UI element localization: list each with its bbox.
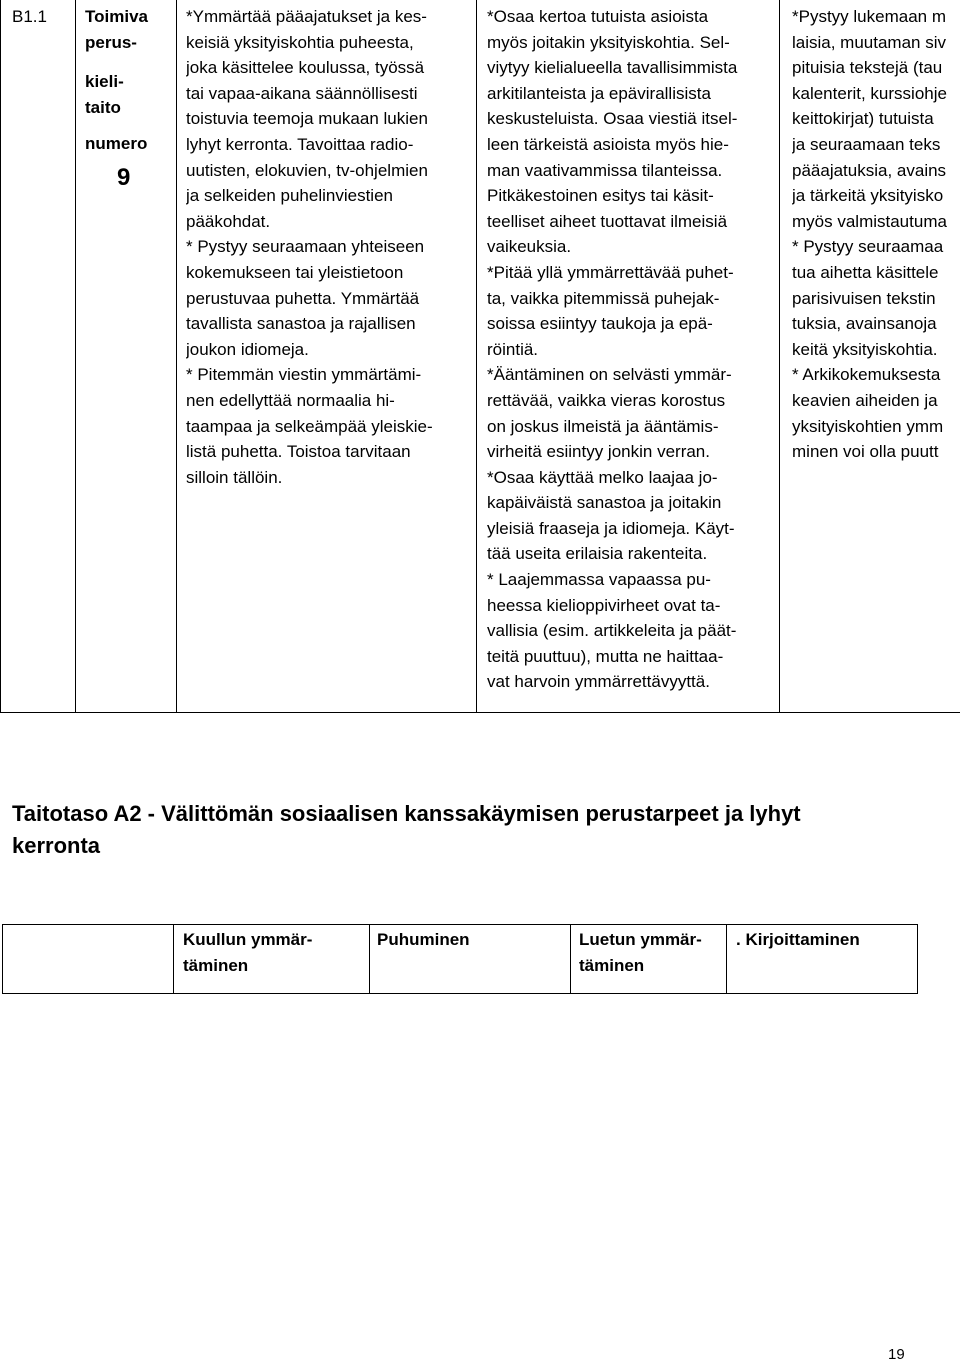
column-divider (726, 925, 727, 993)
listening-header (183, 927, 312, 978)
column-divider (369, 925, 370, 993)
level-label-line: perus- (85, 32, 137, 52)
text-line: pääajatuksia, avains (792, 160, 947, 180)
header-line: Puhuminen (377, 930, 470, 949)
text-line: vallisia (esim. artikkeleita ja päät- (487, 621, 737, 641)
level-label-line: Toimiva (85, 7, 148, 26)
text-line: man vaativammissa tilanteissa. (487, 160, 723, 180)
text-line: tua aihetta käsittele (792, 262, 939, 282)
section-heading (12, 798, 942, 862)
text-line: kapäiväistä sanastoa ja joitakin (487, 493, 722, 513)
header-line: Luetun ymmär- (579, 930, 702, 949)
text-line: *Ymmärtää pääajatukset ja kes- (186, 7, 427, 26)
header-line: täminen (579, 955, 645, 975)
text-line: virheitä esiintyy jonkin verran. (487, 442, 710, 462)
text-line: keavien aiheiden ja (792, 390, 938, 410)
column-divider (476, 0, 477, 713)
column-divider (779, 0, 780, 713)
text-line: taampaa ja selkeämpää yleiskie- (186, 416, 433, 436)
text-line: röintiä. (487, 339, 539, 359)
writing-header (736, 927, 860, 953)
heading-line: Taitotaso A2 - Välittömän sosiaalisen kanssakäymisen perustarpeet ja lyhyt (12, 801, 801, 826)
text-line: pääkohdat. (186, 211, 271, 231)
text-line: myös valmistautuma (792, 211, 947, 231)
text-line: ja seuraamaan teks (792, 134, 941, 154)
text-line: * Pitemmän viestin ymmärtämi- (186, 365, 422, 385)
text-line: toistuvia teemoja mukaan lukien (186, 109, 428, 129)
header-line: Kuullun ymmär- (183, 930, 313, 949)
text-line: arkitilanteista ja epävirallisista (487, 83, 711, 103)
text-line: soissa esiintyy taukoja ja epä- (487, 314, 713, 334)
text-line: teelliset aiheet tuottavat ilmeisiä (487, 211, 728, 231)
column-divider (570, 925, 571, 993)
reading-description-cell (792, 4, 960, 465)
column-divider (176, 0, 177, 713)
text-line: Pitkäkestoinen esitys tai käsit- (487, 186, 714, 206)
level-label-line (85, 120, 173, 131)
text-line: tai vapaa-aikana säännöllisesti (186, 83, 418, 103)
header-line: täminen (183, 955, 249, 975)
column-divider (0, 0, 1, 713)
text-line: laisia, muutaman siv (792, 32, 947, 52)
text-line: ja selkeiden puhelinviestien (186, 186, 393, 206)
text-line: * Arkikokemuksesta (792, 365, 941, 385)
text-line: *Osaa käyttää melko laajaa jo- (487, 467, 718, 487)
speaking-header (377, 927, 470, 953)
text-line: lyhyt kerronta. Tavoittaa radio- (186, 134, 414, 154)
text-line: rettävää, vaikka vieras korostus (487, 390, 726, 410)
text-line: kalenterit, kurssiohje (792, 83, 947, 103)
reading-header (579, 927, 702, 978)
text-line: joka käsittelee koulussa, työssä (186, 58, 425, 78)
text-line: * Pystyy seuraamaa (792, 237, 944, 257)
text-line: nen edellyttää normaalia hi- (186, 390, 395, 410)
text-line: yleisiä fraaseja ja idiomeja. Käyt- (487, 518, 735, 538)
text-line: teitä puuttuu), mutta ne haittaa- (487, 646, 724, 666)
text-line: listä puhetta. Toistoa tarvitaan (186, 442, 411, 462)
column-divider (173, 925, 174, 993)
text-line: leen tärkeistä asioista myös hie- (487, 134, 729, 154)
level-label-line: taito (85, 97, 121, 117)
text-line: tää useita erilaisia rakenteita. (487, 544, 708, 564)
heading-line: kerronta (12, 833, 101, 858)
text-line: keisiä yksityiskohtia puheesta, (186, 32, 414, 52)
text-line: *Osaa kertoa tutuista asioista (487, 7, 709, 26)
header-line: . Kirjoittaminen (736, 930, 860, 949)
column-divider (75, 0, 76, 713)
text-line: parisivuisen tekstin (792, 288, 936, 308)
text-line: silloin tällöin. (186, 467, 283, 487)
table-bottom-border (0, 712, 960, 713)
text-line: myös joitakin yksityiskohtia. Sel- (487, 32, 730, 52)
text-line: tuksia, avainsanoja (792, 314, 937, 334)
text-line: * Laajemmassa vapaassa pu- (487, 570, 711, 590)
text-line: kokemukseen tai yleistietoon (186, 262, 404, 282)
text-line: ta, vaikka pitemmissä puhejak- (487, 288, 720, 308)
page-number: 19 (888, 1346, 905, 1363)
level-label-line: numero (85, 134, 148, 154)
text-line: keskusteluista. Osaa viestiä itsel- (487, 109, 738, 129)
listening-description-cell (186, 4, 474, 490)
text-line: *Ääntäminen on selvästi ymmär- (487, 365, 732, 385)
speaking-description-cell (487, 4, 777, 695)
text-line: on joskus ilmeistä ja ääntämis- (487, 416, 719, 436)
level-label-line (85, 55, 173, 69)
text-line: yksityiskohtien ymm (792, 416, 944, 436)
level-code: B1.1 (12, 7, 47, 26)
level-label-line: kieli- (85, 72, 124, 92)
a2-header-table (2, 924, 918, 994)
text-line: minen voi olla puutt (792, 442, 939, 462)
text-line: vat harvoin ymmärrettävyyttä. (487, 672, 710, 692)
text-line: keittokirjat) tutuista (792, 109, 934, 129)
text-line: pituisia tekstejä (tau (792, 58, 943, 78)
text-line: perustuvaa puhetta. Ymmärtää (186, 288, 420, 308)
text-line: * Pystyy seuraamaan yhteiseen (186, 237, 425, 257)
text-line: tavallista sanastoa ja rajallisen (186, 314, 416, 334)
text-line: vaikeuksia. (487, 237, 572, 257)
text-line: *Pitää yllä ymmärrettävää puhet- (487, 262, 734, 282)
level-code-cell (12, 4, 72, 30)
text-line: ja tärkeitä yksityisko (792, 186, 944, 206)
text-line: uutisten, elokuvien, tv-ohjelmien (186, 160, 428, 180)
text-line: viytyy kielialueella tavallisimmista (487, 58, 738, 78)
text-line: keitä yksityiskohtia. (792, 339, 938, 359)
level-number: 9 (117, 163, 131, 191)
text-line: heessa kielioppivirheet ovat ta- (487, 595, 721, 615)
text-line: *Pystyy lukemaan m (792, 7, 946, 26)
text-line: joukon idiomeja. (186, 339, 309, 359)
level-label-cell (85, 4, 173, 191)
